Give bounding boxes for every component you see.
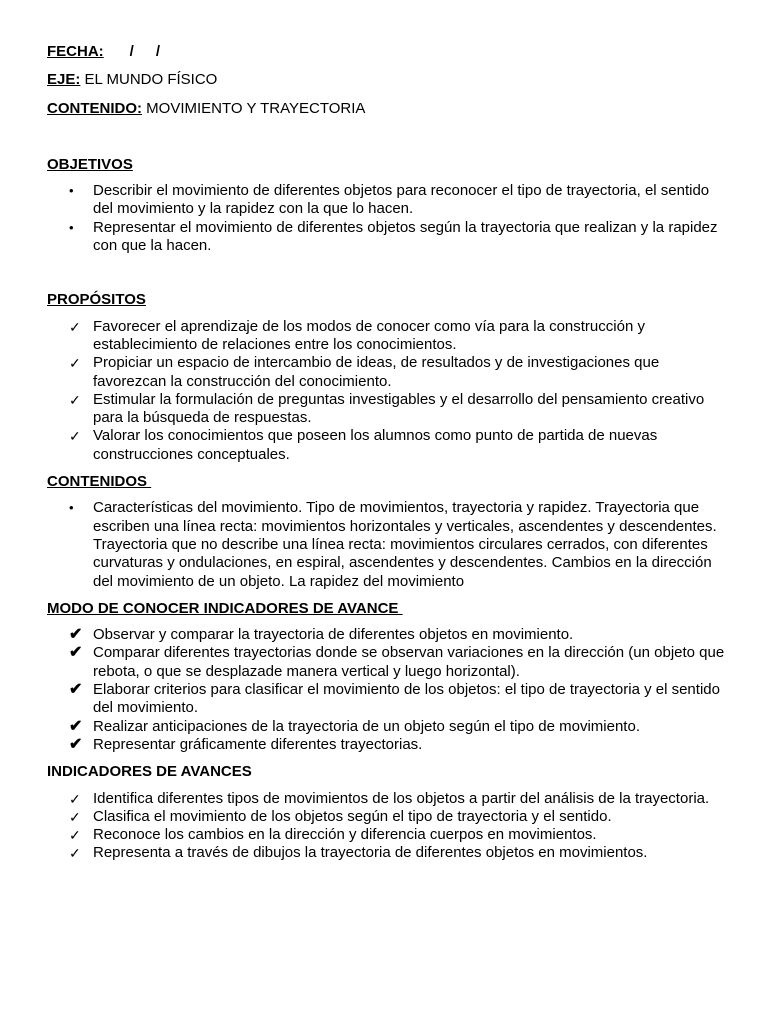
propositos-list [47,318,727,464]
contenido-label: CONTENIDO: [47,99,142,117]
list-item-text: Identifica diferentes tipos de movimientos de los objetos a partir del análisis de la trayectoria. [93,789,710,807]
list-item [47,427,727,464]
list-item-text: Representar el movimiento de diferentes objetos según la trayectoria que realizan y la rapidez con que la hacen. [93,218,718,255]
bullet-icon: • [69,500,74,516]
checkmark-icon: ✔ [69,626,83,644]
list-item-text: Representa a través de dibujos la trayectoria de diferentes objetos en movimientos. [93,844,648,862]
contenido-line [47,100,727,118]
list-item-text: Características del movimiento. Tipo de movimientos, trayectoria y rapidez. Trayectoria que escriben una línea recta: movimientos horizontales y verticales, ascendentes y descendentes. Trayectoria que no describe una línea recta: movimientos circulares cerrados, con diferentes curvaturas y ondulaciones, en espiral, ascendentes y descendentes. Cambios en la dirección del movimiento de un objeto. La rapidez del movimiento [93,499,717,590]
list-item [47,182,727,219]
checkmark-icon: ✓ [69,355,81,372]
list-item-text: Observar y comparar la trayectoria de diferentes objetos en movimiento. [93,626,574,644]
list-item [47,736,727,754]
eje-label: EJE: [47,71,81,89]
list-item [47,681,727,718]
checkmark-icon: ✓ [69,790,81,807]
list-item [47,219,727,256]
fecha-slash: / [155,43,161,60]
indicadores-section [47,763,727,862]
list-item [47,808,727,826]
list-item-text: Reconoce los cambios en la dirección y diferencia cuerpos en movimientos. [93,826,597,844]
list-item [47,499,727,590]
contenido-value: MOVIMIENTO Y TRAYECTORIA [142,99,366,117]
propositos-section [47,291,727,464]
bullet-icon: • [69,219,74,235]
list-item [47,790,727,808]
section-title: CONTENIDOS [47,473,152,491]
list-item-text: Describir el movimiento de diferentes objetos para reconocer el tipo de trayectoria, el sentido del movimiento y la rapidez con la que lo hacen. [93,182,710,218]
contenidos-list [47,499,727,590]
checkmark-icon: ✓ [69,808,81,825]
list-item [47,644,727,681]
contenidos-section [47,473,727,591]
list-item-text: Realizar anticipaciones de la trayectoria de un objeto según el tipo de movimiento. [93,717,640,735]
modo-conocer-list [47,626,727,754]
list-item-text: Comparar diferentes trayectorias donde se observan variaciones en la dirección (un objeto que rebota, o que se desplazade manera vertical y luego horizontal). [93,644,725,680]
checkmark-icon: ✔ [69,717,83,735]
list-item [47,391,727,428]
fecha-line [47,43,727,61]
list-item [47,718,727,736]
checkmark-icon: ✓ [69,391,81,408]
list-item-text: Estimular la formulación de preguntas investigables y el desarrollo del pensamiento creativo para la búsqueda de respuestas. [93,390,705,427]
objetivos-list [47,182,727,255]
indicadores-list [47,790,727,863]
document-page [47,43,727,863]
list-item [47,626,727,644]
checkmark-icon: ✔ [69,681,83,699]
section-title: INDICADORES DE AVANCES [47,763,252,781]
checkmark-icon: ✓ [69,318,81,335]
checkmark-icon: ✔ [69,735,83,753]
list-item-text: Representar gráficamente diferentes trayectorias. [93,735,423,753]
fecha-label: FECHA: [47,43,104,60]
list-item-text: Propiciar un espacio de intercambio de ideas, de resultados y de investigaciones que favorezcan la construcción del conocimiento. [93,354,660,390]
bullet-icon: • [69,183,74,199]
list-item [47,826,727,844]
checkmark-icon: ✓ [69,845,81,862]
section-title: OBJETIVOS [47,155,133,173]
checkmark-icon: ✓ [69,827,81,844]
objetivos-section [47,156,727,255]
section-title: PROPÓSITOS [47,291,146,309]
checkmark-icon: ✓ [69,428,81,445]
section-title: MODO DE CONOCER INDICADORES DE AVANCE [47,599,403,617]
list-item [47,354,727,391]
eje-value: EL MUNDO FÍSICO [80,71,218,89]
eje-line [47,71,727,89]
list-item-text: Favorecer el aprendizaje de los modos de conocer como vía para la construcción y establecimiento de relaciones entre los conocimientos. [93,317,645,353]
list-item-text: Elaborar criterios para clasificar el movimiento de los objetos: el tipo de trayectoria y el sentido del movimiento. [93,681,720,717]
list-item [47,844,727,862]
list-item [47,318,727,355]
fecha-slash: / [129,43,134,60]
list-item-text: Clasifica el movimiento de los objetos según el tipo de trayectoria y el sentido. [93,807,612,825]
list-item-text: Valorar los conocimientos que poseen los alumnos como punto de partida de nuevas construcciones conceptuales. [93,427,658,463]
checkmark-icon: ✔ [69,644,83,662]
modo-conocer-section [47,600,727,754]
